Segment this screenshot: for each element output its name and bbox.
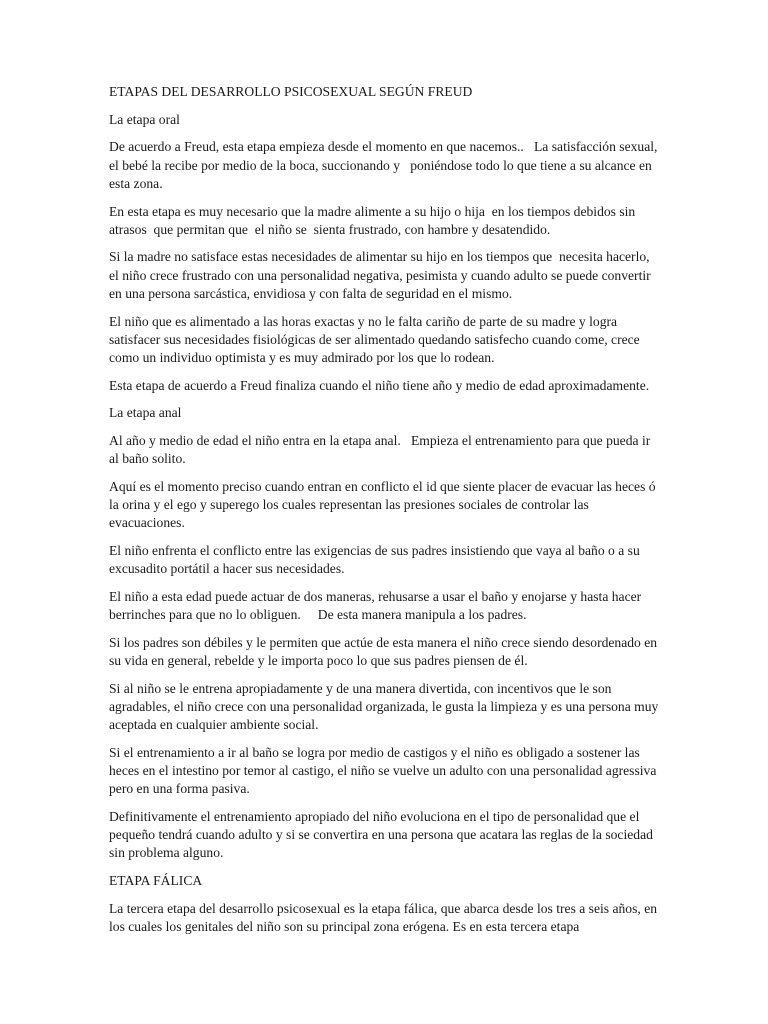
paragraph: La tercera etapa del desarrollo psicosexual es la etapa fálica, que abarca desde los tres a seis años, en los cuales los genitales del niño son su principal zona erógena. Es en esta tercera etapa — [109, 900, 661, 935]
paragraph: En esta etapa es muy necesario que la madre alimente a su hijo o hija en los tiempos debidos sin atrasos que permitan que el niño se sienta frustrado, con hambre y desatendido. — [109, 203, 639, 237]
paragraph: Definitivamente el entrenamiento apropiado del niño evoluciona en el tipo de personalidad que el pequeño tendrá cuando adulto y si se convertira en una persona que acatara las reglas de la sociedad sin problema alguno. — [109, 809, 657, 861]
document-title: ETAPAS DEL DESARROLLO PSICOSEXUAL SEGÚN FREUD — [109, 84, 473, 99]
paragraph: Esta etapa de acuerdo a Freud finaliza cuando el niño tiene año y medio de edad aproximadamente. — [109, 377, 650, 393]
paragraph: De acuerdo a Freud, esta etapa empieza desde el momento en que nacemos.. La satisfacción sexual, el bebé la recibe por medio de la boca, succionando y poniéndose todo lo que tiene a su alcance en esta zona. — [109, 139, 661, 191]
document-body — [109, 83, 661, 946]
section-heading-falica: ETAPA FÁLICA — [109, 873, 203, 889]
section-heading-anal: La etapa anal — [109, 405, 182, 421]
paragraph: Si al niño se le entrena apropiadamente y de una manera divertida, con incentivos que le son agradables, el niño crece con una personalidad organizada, le gusta la limpieza y es una persona muy aceptada en cualquier ambiente social. — [109, 680, 662, 733]
paragraph: Aquí es el momento preciso cuando entran en conflicto el id que siente placer de evacuar las heces ó la orina y el ego y superego los cuales representan las presiones sociales de controlar las evacuaciones. — [109, 478, 659, 531]
paragraph: Si la madre no satisface estas necesidades de alimentar su hijo en los tiempos que necesita hacerlo, el niño crece frustrado con una personalidad negativa, pesimista y cuando adulto se puede convertir en una persona sarcástica, envidiosa y con falta de seguridad en el mismo. — [109, 249, 655, 301]
paragraph: Al año y medio de edad el niño entra en la etapa anal. Empieza el entrenamiento para que pueda ir al baño solito. — [109, 433, 654, 467]
paragraph: El niño a esta edad puede actuar de dos maneras, rehusarse a usar el baño y enojarse y hasta hacer berrinches para que no lo obliguen. De esta manera manipula a los padres. — [109, 588, 645, 623]
section-heading-oral: La etapa oral — [109, 111, 180, 127]
paragraph: Si el entrenamiento a ir al baño se logra por medio de castigos y el niño es obligado a sostener las heces en el intestino por temor al castigo, el niño se vuelve un adulto con una personalidad agressiva pero en una forma pasiva. — [109, 744, 660, 797]
paragraph: El niño enfrenta el conflicto entre las exigencias de sus padres insistiendo que vaya al baño o a su excusadito portátil a hacer sus necesidades. — [109, 543, 644, 577]
paragraph: Si los padres son débiles y le permiten que actúe de esta manera el niño crece siendo desordenado en su vida en general, rebelde y le importa poco lo que sus padres piensen de él. — [109, 634, 661, 669]
paragraph: El niño que es alimentado a las horas exactas y no le falta cariño de parte de su madre y logra satisfacer sus necesidades fisiológicas de ser alimentado quedando satisfecho cuando come, crece como un individuo optimista y es muy admirado por los que lo rodean. — [109, 313, 644, 365]
